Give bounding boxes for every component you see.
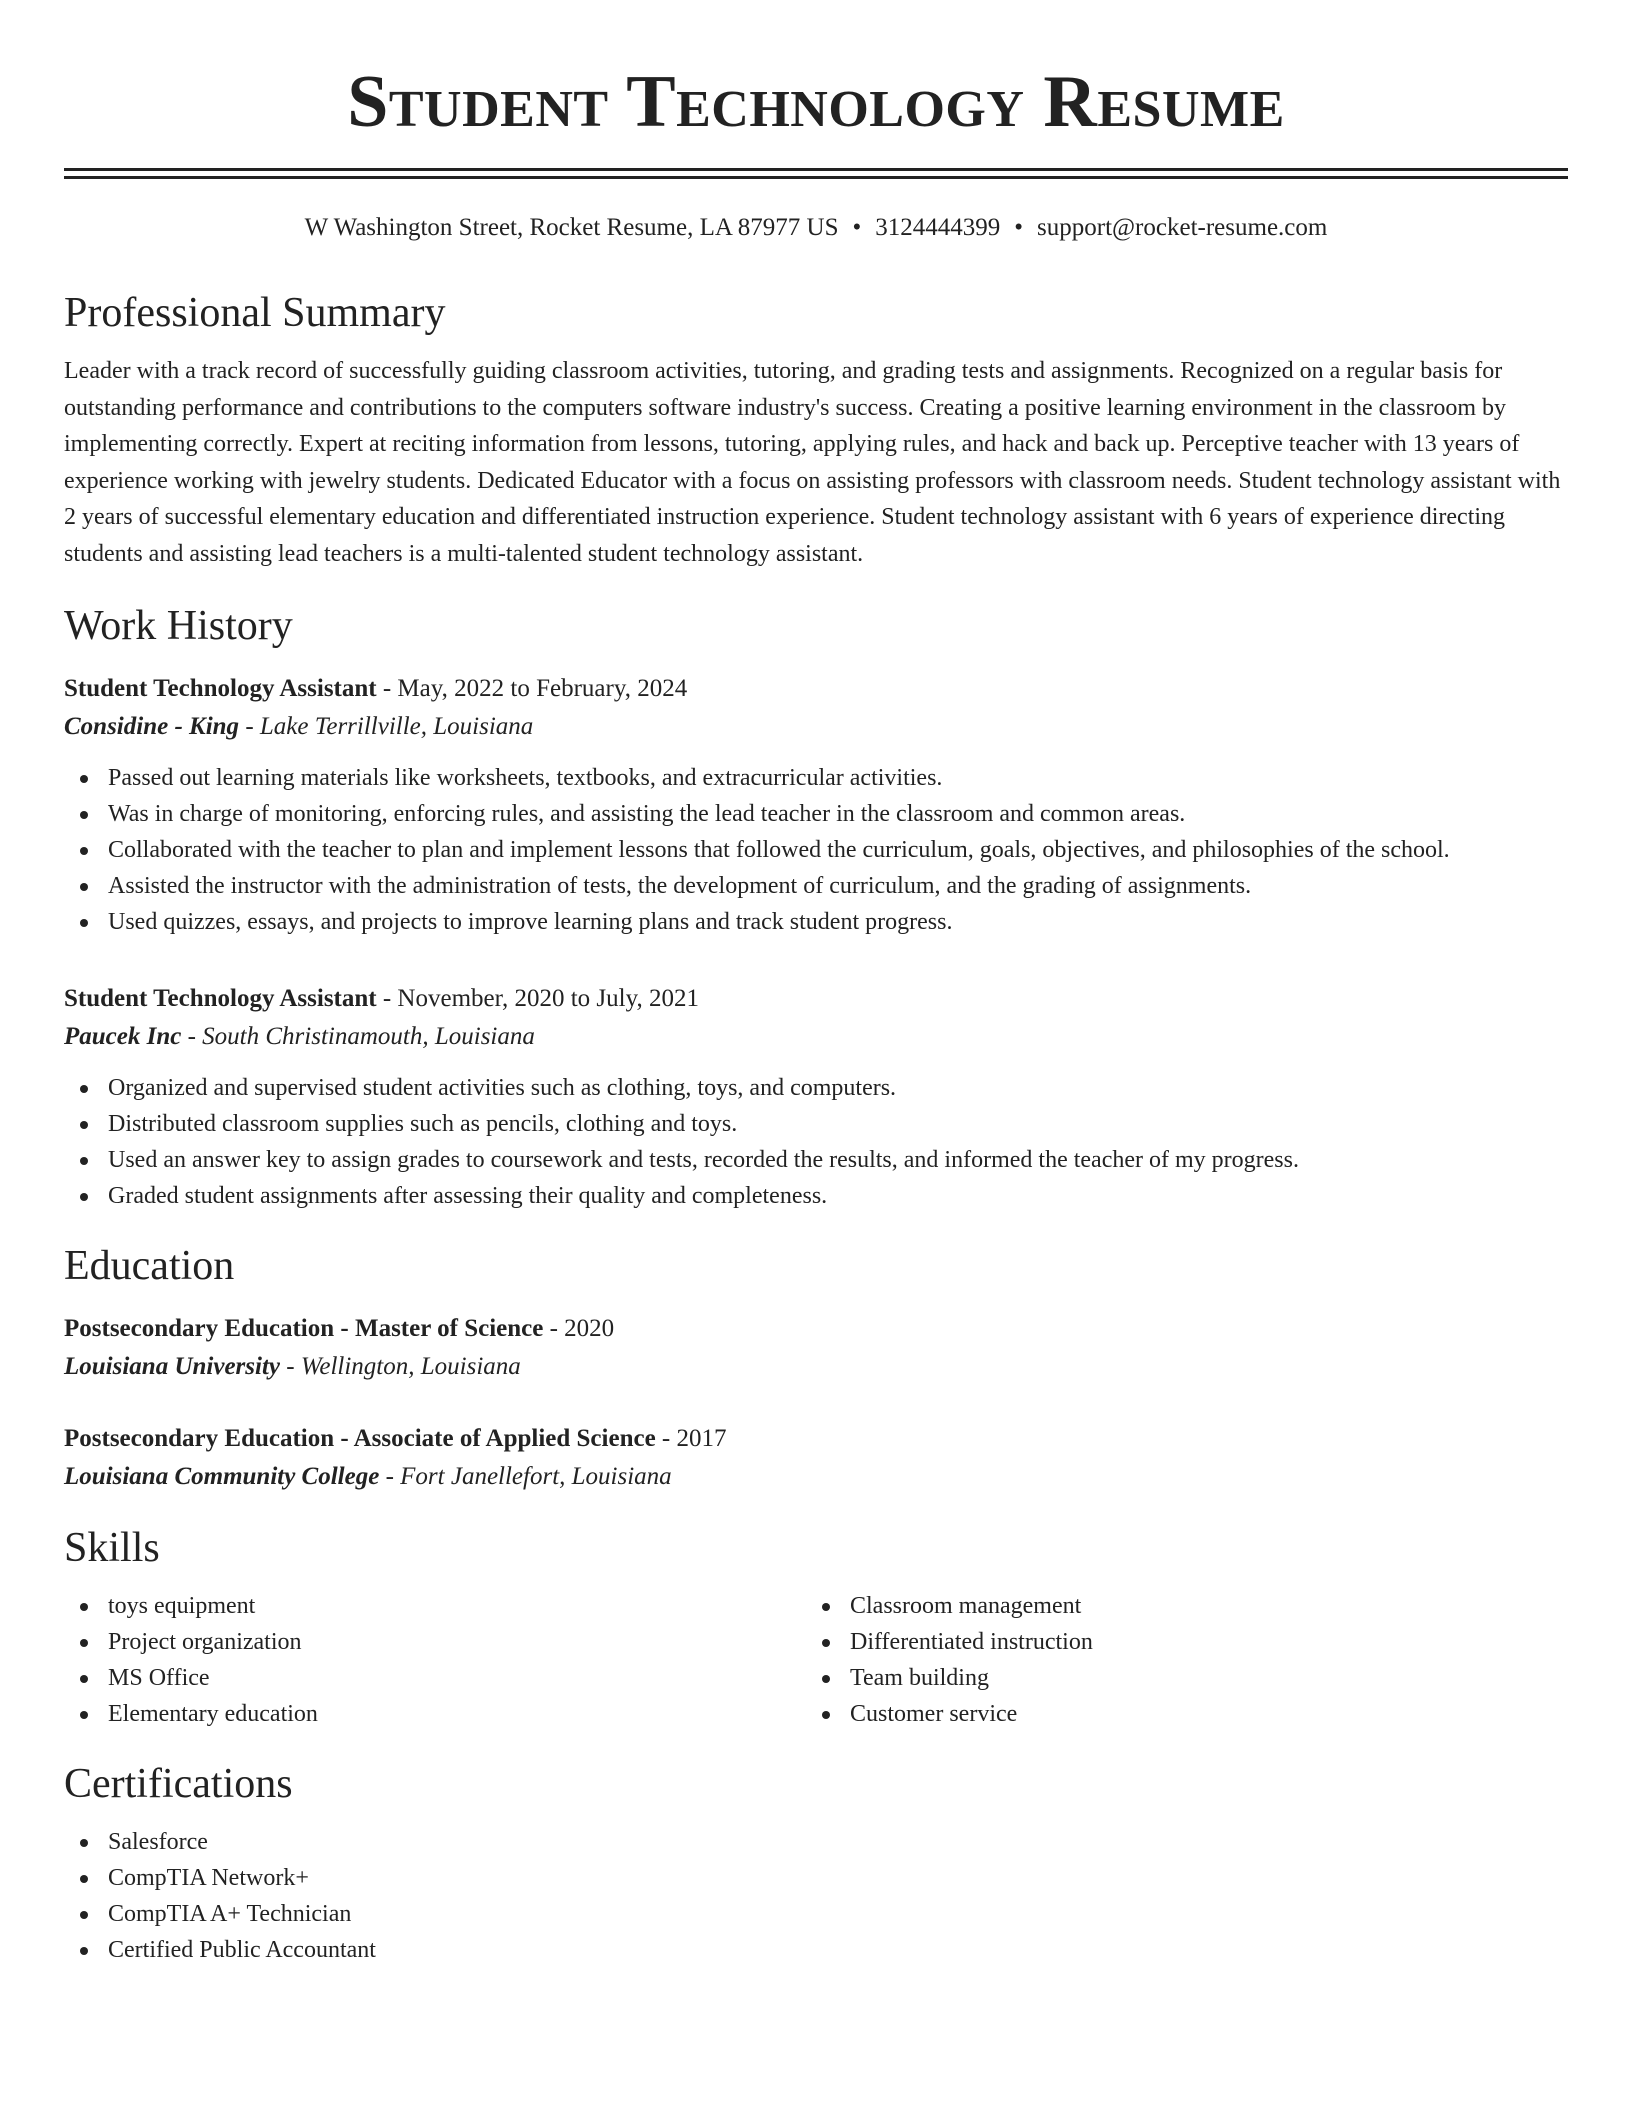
list-item: Graded student assignments after assessing their quality and completeness.: [64, 1178, 1568, 1214]
job-company: Considine - King: [64, 713, 240, 740]
education-school: Louisiana University: [64, 1353, 280, 1380]
skills-list-right: [806, 1588, 1406, 1732]
list-item: Differentiated instruction: [806, 1624, 1406, 1660]
job-location: - Lake Terrillville, Louisiana: [239, 713, 534, 740]
job-bullets: [64, 1070, 1568, 1214]
list-item: Elementary education: [64, 1696, 806, 1732]
job-entry: [64, 980, 1568, 1214]
education-school-line: [64, 1458, 1568, 1496]
education-entry: [64, 1420, 1568, 1496]
contact-separator: •: [852, 214, 862, 241]
job-title-line: [64, 670, 1568, 708]
contact-address: W Washington Street, Rocket Resume, LA 87977 US: [304, 214, 839, 241]
job-bullets: [64, 760, 1568, 940]
education-location: - Fort Janellefort, Louisiana: [379, 1463, 672, 1490]
list-item: Project organization: [64, 1624, 806, 1660]
certifications-list: [64, 1824, 1568, 1968]
section-heading-summary: Professional Summary: [64, 290, 446, 336]
list-item: Collaborated with the teacher to plan and implement lessons that followed the curriculum, goals, objectives, and philosophies of the school.: [64, 832, 1568, 868]
list-item: CompTIA A+ Technician: [64, 1896, 1568, 1932]
list-item: Organized and supervised student activities such as clothing, toys, and computers.: [64, 1070, 1568, 1106]
resume-title: Student Technology Resume: [347, 61, 1285, 143]
list-item: Passed out learning materials like worksheets, textbooks, and extracurricular activities.: [64, 760, 1568, 796]
contact-email: support@rocket-resume.com: [1037, 214, 1328, 241]
education-entry: [64, 1310, 1568, 1386]
list-item: Was in charge of monitoring, enforcing rules, and assisting the lead teacher in the classroom and common areas.: [64, 796, 1568, 832]
education-school-line: [64, 1348, 1568, 1386]
job-title: Student Technology Assistant: [64, 675, 377, 702]
job-company: Paucek Inc: [64, 1023, 182, 1050]
list-item: Used an answer key to assign grades to coursework and tests, recorded the results, and informed the teacher of my progress.: [64, 1142, 1568, 1178]
section-heading-education: Education: [64, 1243, 235, 1289]
section-heading-certifications: Certifications: [64, 1761, 293, 1807]
job-company-line: [64, 708, 1568, 746]
education-year: - 2017: [655, 1425, 727, 1452]
section-heading-skills: Skills: [64, 1525, 160, 1571]
list-item: toys equipment: [64, 1588, 806, 1624]
job-dates: - May, 2022 to February, 2024: [376, 675, 688, 702]
job-dates: - November, 2020 to July, 2021: [376, 985, 699, 1012]
education-year: - 2020: [543, 1315, 615, 1342]
skills-grid: [64, 1588, 1568, 1732]
list-item: Salesforce: [64, 1824, 1568, 1860]
summary-text: Leader with a track record of successfully guiding classroom activities, tutoring, and grading tests and assignments. Recognized on a regular basis for outstanding performance and contributions to the computers software industry's success. Creating a positive learning environment in the classroom by implementing correctly. Expert at reciting information from lessons, tutoring, applying rules, and hack and back up. Perceptive teacher with 13 years of experience working with jewelry students. Dedicated Educator with a focus on assisting professors with classroom needs. Student technology assistant with 2 years of successful elementary education and differentiated instruction experience. Student technology assistant with 6 years of experience directing students and assisting lead teachers is a multi-talented student technology assistant.: [64, 358, 1561, 567]
contact-separator: •: [1014, 214, 1024, 241]
contact-line: [64, 211, 1568, 245]
list-item: Assisted the instructor with the administration of tests, the development of curriculum, and the grading of assignments.: [64, 868, 1568, 904]
job-company-line: [64, 1018, 1568, 1056]
title-divider: [64, 168, 1568, 179]
education-location: - Wellington, Louisiana: [280, 1353, 521, 1380]
job-location: - South Christinamouth, Louisiana: [181, 1023, 535, 1050]
list-item: MS Office: [64, 1660, 806, 1696]
job-title-line: [64, 980, 1568, 1018]
list-item: Distributed classroom supplies such as pencils, clothing and toys.: [64, 1106, 1568, 1142]
list-item: Customer service: [806, 1696, 1406, 1732]
list-item: Used quizzes, essays, and projects to improve learning plans and track student progress.: [64, 904, 1568, 940]
contact-phone: 3124444399: [875, 214, 1001, 241]
skills-list-left: [64, 1588, 806, 1732]
education-school: Louisiana Community College: [64, 1463, 380, 1490]
education-degree: Postsecondary Education - Associate of Applied Science: [64, 1425, 656, 1452]
job-title: Student Technology Assistant: [64, 985, 377, 1012]
education-degree: Postsecondary Education - Master of Science: [64, 1315, 544, 1342]
job-entry: [64, 670, 1568, 940]
list-item: Classroom management: [806, 1588, 1406, 1624]
education-degree-line: [64, 1420, 1568, 1458]
list-item: Certified Public Accountant: [64, 1932, 1568, 1968]
list-item: Team building: [806, 1660, 1406, 1696]
section-heading-work-history: Work History: [64, 603, 293, 649]
list-item: CompTIA Network+: [64, 1860, 1568, 1896]
education-degree-line: [64, 1310, 1568, 1348]
